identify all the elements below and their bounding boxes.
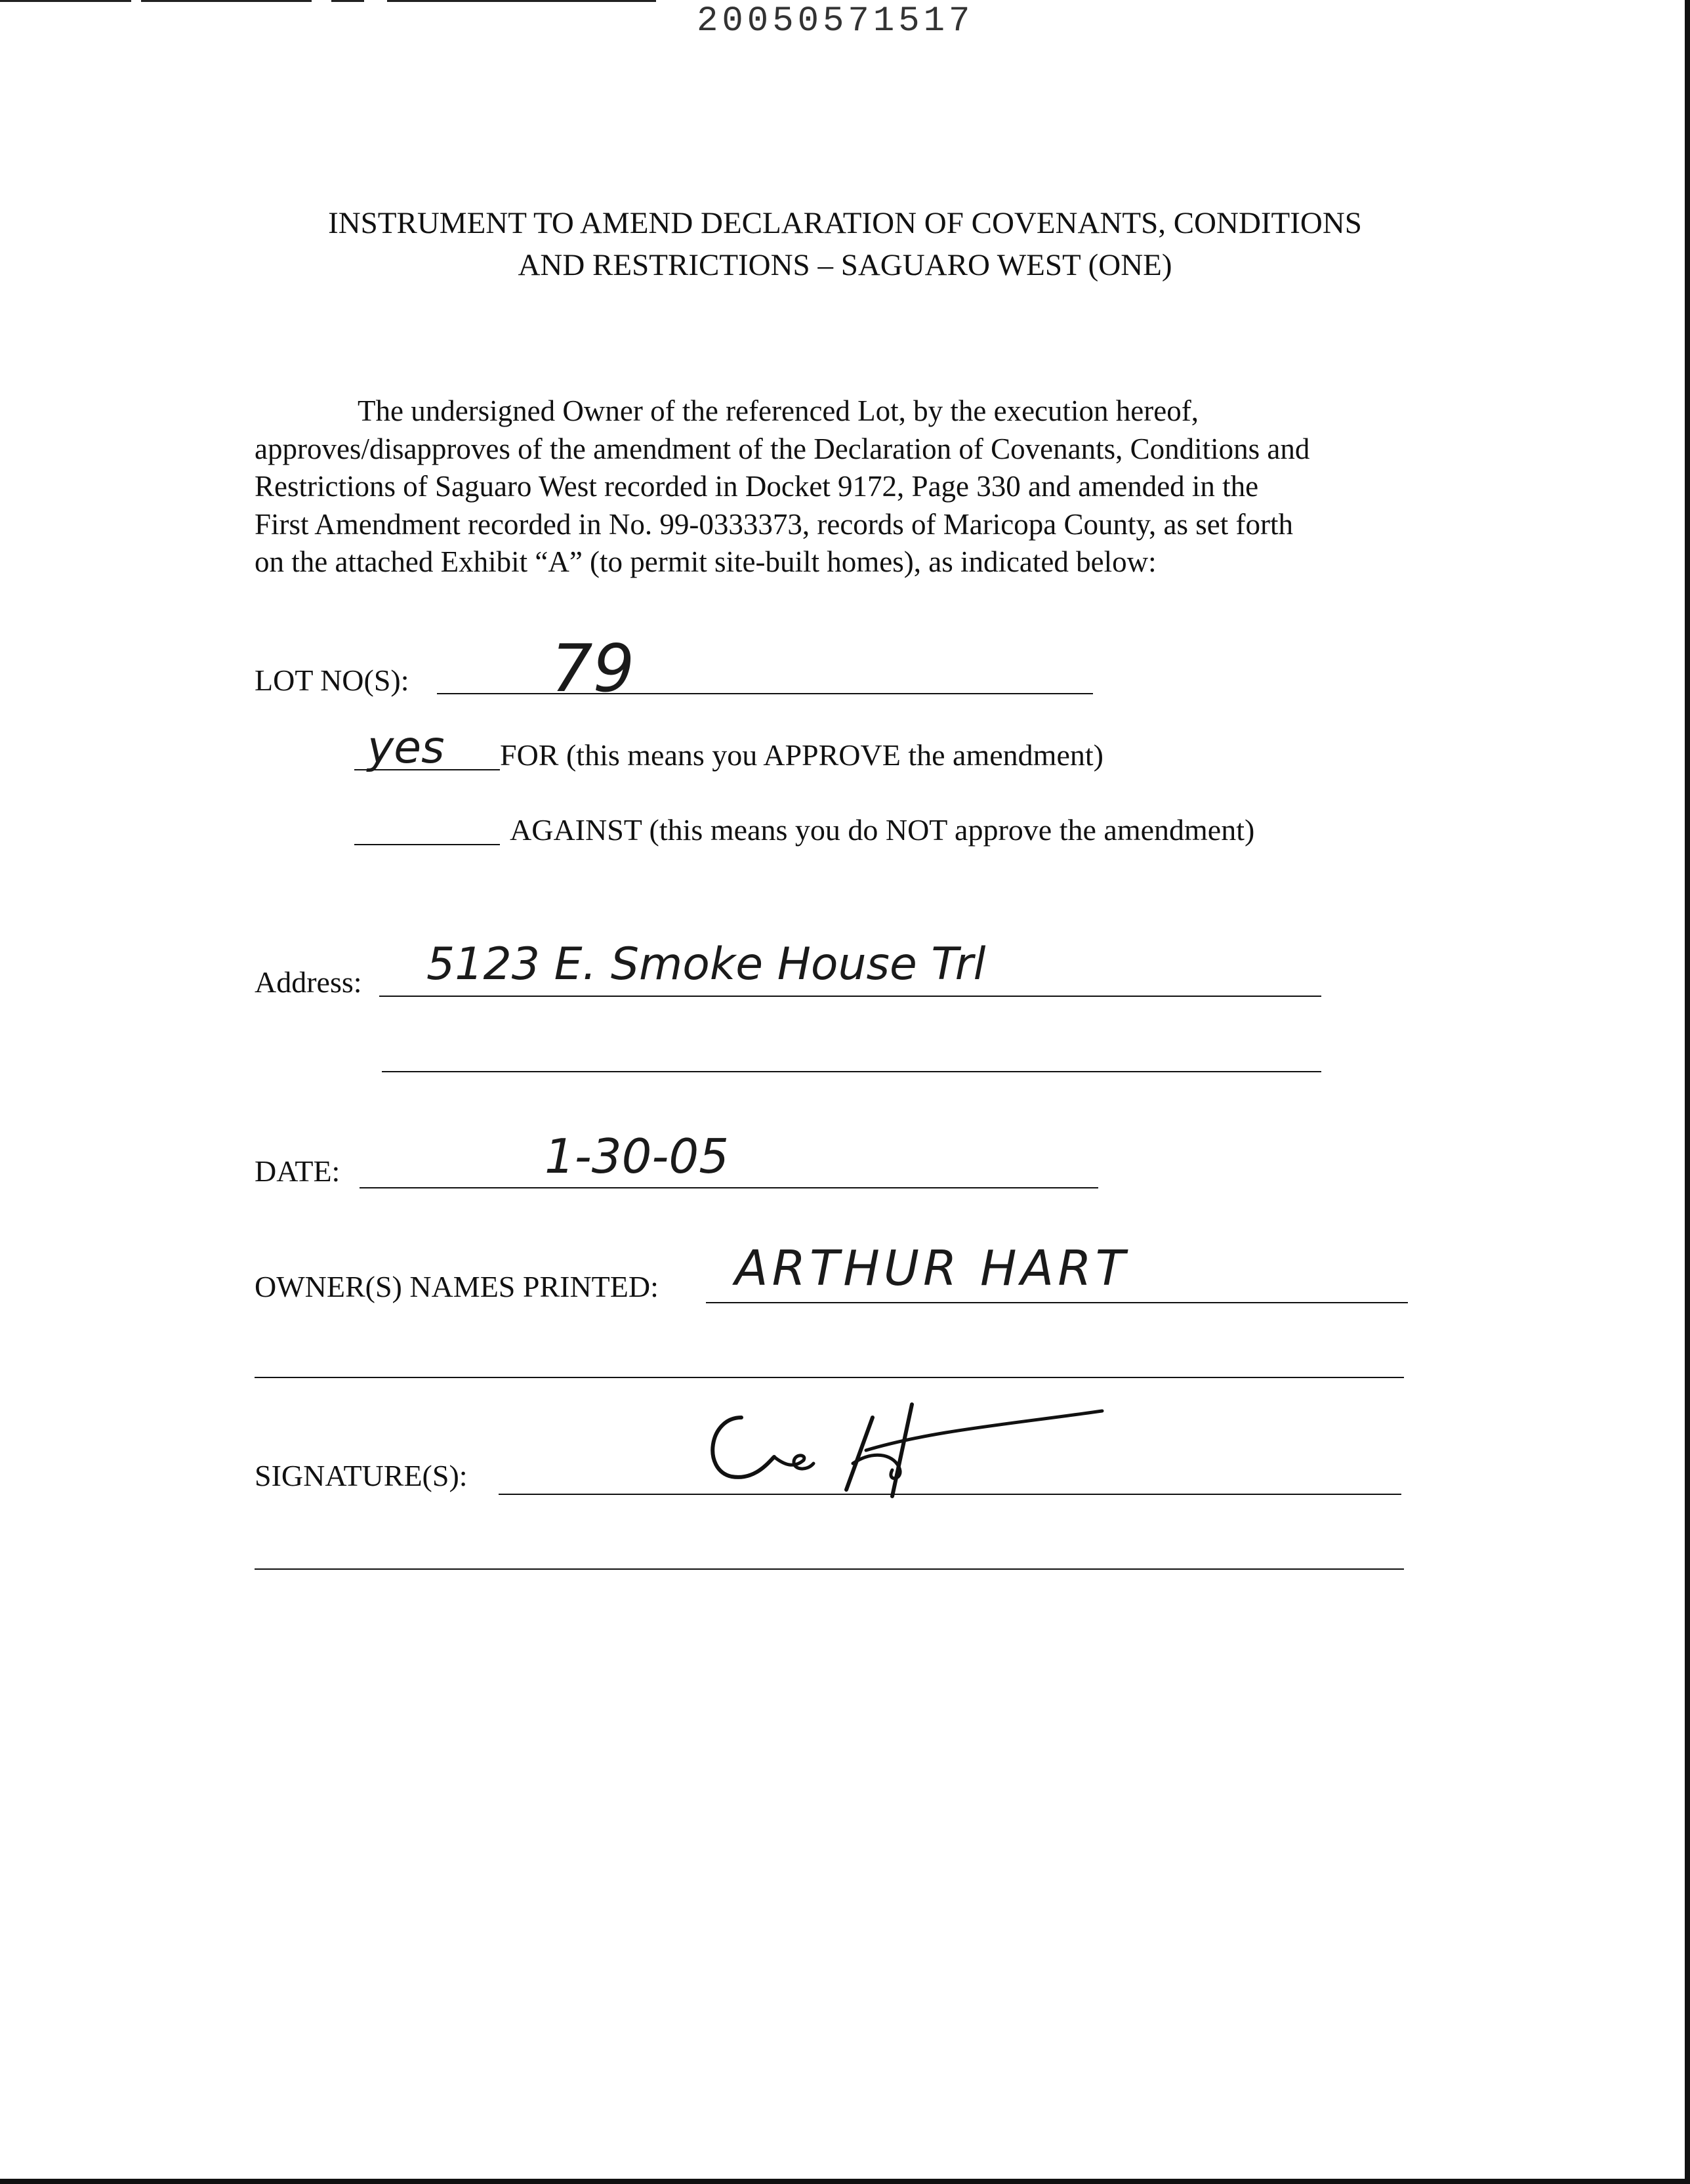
lot-label: LOT NO(S): — [255, 663, 409, 697]
title-line: AND RESTRICTIONS – SAGUARO WEST (ONE) — [518, 248, 1172, 282]
address-field-line — [379, 996, 1321, 997]
scan-mark — [331, 0, 364, 2]
body-line: Restrictions of Saguaro West recorded in Docket 9172, Page 330 and amended in the — [255, 470, 1259, 503]
scan-border — [0, 2179, 1690, 2184]
date-label: DATE: — [255, 1154, 340, 1188]
title-line: INSTRUMENT TO AMEND DECLARATION OF COVENANTS, CONDITIONS — [328, 206, 1362, 240]
address-field-line-2 — [382, 1071, 1321, 1072]
document-title — [197, 202, 1493, 286]
body-line: The undersigned Owner of the referenced Lot, by the execution hereof, — [358, 394, 1199, 427]
body-line: on the attached Exhibit “A” (to permit site-built homes), as indicated below: — [255, 545, 1157, 578]
against-field-line — [354, 844, 500, 845]
against-label: AGAINST (this means you do NOT approve the amendment) — [510, 813, 1255, 847]
signature-field-line-2 — [255, 1568, 1404, 1570]
for-label: FOR (this means you APPROVE the amendment) — [500, 738, 1103, 772]
signature-label: SIGNATURE(S): — [255, 1459, 468, 1492]
scan-mark — [0, 0, 131, 2]
scan-mark — [141, 0, 312, 2]
address-label: Address: — [255, 965, 362, 999]
for-value: yes — [367, 722, 445, 774]
owner-field-line — [706, 1302, 1408, 1303]
date-value: 1-30-05 — [545, 1129, 730, 1184]
owner-field-line-2 — [255, 1377, 1404, 1378]
signature-image — [695, 1391, 1115, 1509]
scan-mark — [387, 0, 656, 2]
scan-border — [1685, 0, 1690, 2184]
owner-label: OWNER(S) NAMES PRINTED: — [255, 1270, 659, 1303]
address-value: 5123 E. Smoke House Trl — [426, 938, 986, 990]
date-field-line — [360, 1187, 1098, 1188]
body-line: approves/disapproves of the amendment of the Declaration of Covenants, Conditions and — [255, 432, 1310, 465]
body-line: First Amendment recorded in No. 99-0333373, records of Maricopa County, as set forth — [255, 507, 1293, 541]
lot-field-line — [437, 693, 1093, 694]
body-paragraph — [255, 392, 1435, 581]
owner-value: ARTHUR HART — [735, 1240, 1129, 1297]
lot-value: 79 — [551, 630, 635, 707]
recording-number: 20050571517 — [697, 1, 974, 41]
